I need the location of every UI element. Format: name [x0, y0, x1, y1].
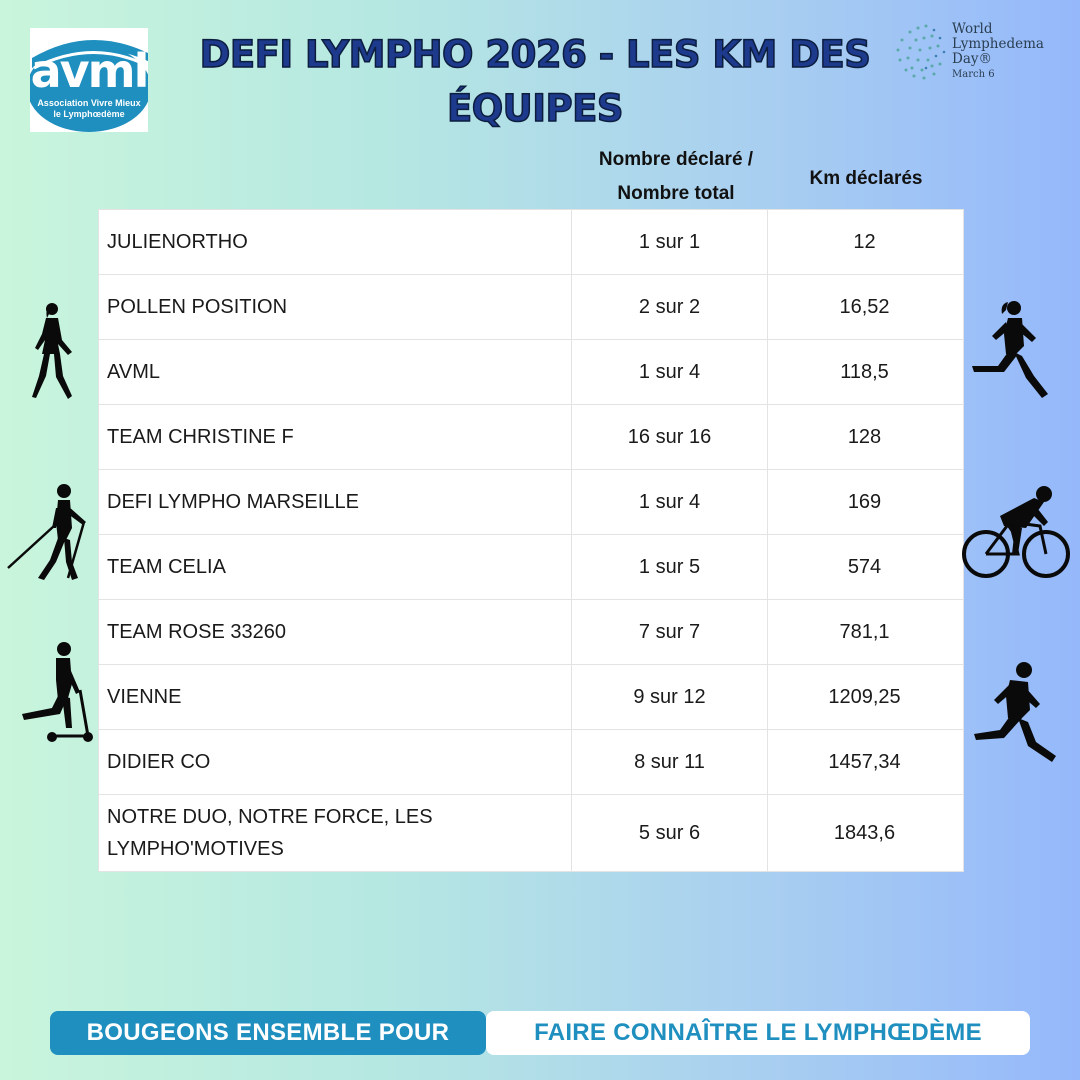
logo-subtitle [30, 98, 148, 120]
nordic-walker-icon [6, 482, 90, 584]
team-count: 16 sur 16 [572, 405, 768, 469]
team-name: JULIENORTHO [99, 210, 572, 274]
running-man-icon [970, 660, 1060, 764]
table-row [99, 470, 963, 535]
team-name: TEAM CELIA [99, 535, 572, 599]
column-header-count-line1: Nombre déclaré / [598, 149, 754, 170]
team-name: TEAM CHRISTINE F [99, 405, 572, 469]
world-lymphedema-day-logo [888, 18, 1073, 88]
team-km: 12 [853, 231, 876, 253]
page-title-line1: DEFI LYMPHO 2026 - LES KM DES [199, 33, 871, 76]
table-row [99, 340, 963, 405]
team-name-line1: NOTRE DUO, NOTRE FORCE, LES [107, 806, 433, 828]
table-row [99, 665, 963, 730]
wld-line3: Day® [952, 51, 992, 67]
wld-line1: World [952, 21, 993, 37]
team-km: 169 [847, 491, 882, 513]
team-count: 5 sur 6 [572, 795, 768, 871]
column-header-km: Km déclarés [809, 168, 923, 189]
teams-table [98, 209, 964, 872]
team-name: TEAM ROSE 33260 [99, 600, 572, 664]
globe-dots-icon [888, 18, 950, 88]
wld-line2: Lymphedema [952, 36, 1044, 52]
team-count: 1 sur 5 [572, 535, 768, 599]
team-km: 128 [847, 426, 882, 448]
table-row [99, 795, 963, 871]
logo-name: avml [30, 44, 148, 98]
table-row [99, 210, 963, 275]
team-count: 8 sur 11 [572, 730, 768, 794]
avml-logo [30, 28, 148, 132]
team-count: 1 sur 1 [572, 210, 768, 274]
column-header-count-line2: Nombre total [617, 183, 735, 204]
team-km: 1457,34 [828, 751, 901, 773]
team-name: VIENNE [99, 665, 572, 729]
team-km: 1209,25 [828, 686, 901, 708]
scooter-rider-icon [12, 640, 94, 744]
banner-right: FAIRE CONNAÎTRE LE LYMPHŒDÈME [486, 1011, 1030, 1055]
team-count: 9 sur 12 [572, 665, 768, 729]
table-row [99, 730, 963, 795]
team-name [99, 795, 572, 871]
team-km: 118,5 [840, 361, 889, 383]
team-name: POLLEN POSITION [99, 275, 572, 339]
table-row [99, 405, 963, 470]
wld-line4: March 6 [952, 69, 995, 80]
team-name: DIDIER CO [99, 730, 572, 794]
running-woman-icon [968, 298, 1052, 404]
team-count: 1 sur 4 [572, 470, 768, 534]
team-count: 7 sur 7 [572, 600, 768, 664]
team-count: 1 sur 4 [572, 340, 768, 404]
team-km: 574 [847, 556, 882, 578]
team-km: 1843,6 [833, 822, 896, 844]
team-count: 2 sur 2 [572, 275, 768, 339]
table-row [99, 535, 963, 600]
banner-left: BOUGEONS ENSEMBLE POUR [50, 1011, 486, 1055]
team-name: DEFI LYMPHO MARSEILLE [99, 470, 572, 534]
team-km: 781,1 [839, 621, 890, 643]
logo-subtitle-line2: le Lymphœdème [53, 109, 125, 119]
team-km: 16,52 [839, 296, 890, 318]
team-name-line2: LYMPHO'MOTIVES [107, 838, 284, 860]
team-name: AVML [99, 340, 572, 404]
page-title [170, 28, 900, 136]
column-header-count [572, 143, 780, 211]
walking-woman-icon [28, 300, 78, 404]
table-row [99, 600, 963, 665]
wld-text [952, 22, 1044, 82]
logo-subtitle-line1: Association Vivre Mieux [37, 98, 141, 108]
table-row [99, 275, 963, 340]
cyclist-icon [960, 482, 1072, 582]
page-title-line2: ÉQUIPES [446, 87, 624, 130]
